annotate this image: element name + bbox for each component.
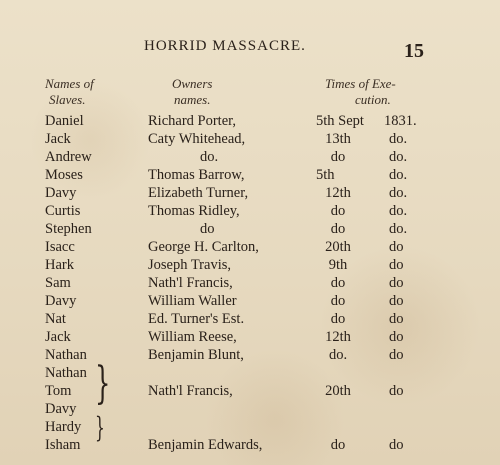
slave-name: Tom (45, 383, 72, 399)
table-row (0, 202, 500, 220)
column-header-owners-line1: Owners (172, 76, 213, 91)
table-row (0, 220, 500, 238)
owner-name: do (200, 221, 215, 237)
execution-day: do (330, 437, 346, 453)
owner-name: Ed. Turner's Est. (148, 311, 245, 327)
slave-name: Nat (45, 311, 66, 327)
slave-name: Isham (45, 437, 81, 453)
slave-name: Isacc (45, 239, 75, 255)
slave-name: Nathan (45, 365, 87, 381)
owner-name: Nath'l Francis, (148, 383, 233, 399)
slave-name: Hardy (45, 419, 82, 435)
execution-ditto: do. (389, 185, 408, 201)
owner-name: Elizabeth Turner, (148, 185, 249, 201)
group-brace: } (95, 358, 111, 409)
execution-year: 1831. (384, 113, 417, 129)
table-row (0, 274, 500, 292)
slave-name: Sam (45, 275, 71, 291)
execution-ditto: do (389, 293, 404, 309)
execution-ditto: do. (389, 221, 408, 237)
owner-name: Thomas Ridley, (148, 203, 240, 219)
column-header-slaves-line1: Names of (45, 76, 94, 91)
slave-name: Davy (45, 293, 77, 309)
column-header-times-line1: Times of Exe- (325, 76, 396, 91)
slave-name: Daniel (45, 113, 84, 129)
table-row (0, 364, 500, 382)
execution-day: do (330, 221, 346, 237)
execution-day: 12th (325, 185, 351, 201)
table-row (0, 184, 500, 202)
table-row (0, 130, 500, 148)
page-number: 15 (404, 40, 424, 62)
column-header-owners-line2: names. (173, 92, 211, 107)
execution-table (0, 112, 500, 454)
owner-name: Caty Whitehead, (148, 131, 246, 147)
table-row (0, 418, 500, 436)
table-row (0, 148, 500, 166)
owner-name: George H. Carlton, (148, 239, 259, 255)
execution-ditto: do (389, 383, 404, 399)
execution-day: 12th (325, 329, 351, 345)
execution-day: do (330, 275, 346, 291)
column-header-slaves-line2: Slaves. (49, 92, 86, 107)
execution-day: do (330, 311, 346, 327)
table-row (0, 256, 500, 274)
table-row (0, 400, 500, 418)
owner-name: Benjamin Edwards, (148, 437, 263, 453)
slave-name: Davy (45, 185, 77, 201)
execution-ditto: do (389, 347, 404, 363)
owner-name: Richard Porter, (148, 113, 237, 129)
execution-day: 13th (325, 131, 351, 147)
table-row (0, 328, 500, 346)
owner-name: Benjamin Blunt, (148, 347, 244, 363)
slave-name: Nathan (45, 347, 87, 363)
column-header-times-line2: cution. (355, 92, 391, 107)
running-head-title: HORRID MASSACRE. (144, 38, 306, 54)
table-row (0, 310, 500, 328)
execution-day: do. (328, 347, 348, 363)
execution-ditto: do (389, 329, 404, 345)
table-row (0, 166, 500, 184)
execution-ditto: do. (389, 149, 408, 165)
slave-name: Andrew (45, 149, 92, 165)
execution-ditto: do (389, 239, 404, 255)
group-brace: } (95, 411, 105, 444)
execution-day: 5th Sept (316, 113, 364, 129)
owner-name: Thomas Barrow, (148, 167, 245, 183)
slave-name: Curtis (45, 203, 81, 219)
slave-name: Jack (45, 329, 71, 345)
execution-day: do (330, 293, 346, 309)
execution-day: do (330, 149, 346, 165)
execution-day: 5th (316, 167, 335, 183)
slave-name: Moses (45, 167, 83, 183)
slave-name: Davy (45, 401, 77, 417)
execution-ditto: do (389, 437, 404, 453)
owner-name: William Reese, (148, 329, 237, 345)
slave-name: Hark (45, 257, 74, 273)
table-row (0, 292, 500, 310)
owner-name: Joseph Travis, (148, 257, 231, 273)
column-header-owners (172, 76, 212, 108)
owner-name: Nath'l Francis, (148, 275, 233, 291)
execution-day: 9th (328, 257, 348, 273)
execution-ditto: do. (389, 203, 408, 219)
column-header-slaves (45, 76, 94, 108)
execution-day: 20th (325, 383, 351, 399)
slave-name: Jack (45, 131, 71, 147)
execution-day: do (330, 203, 346, 219)
execution-day: 20th (325, 239, 351, 255)
execution-ditto: do. (389, 167, 408, 183)
column-header-times (325, 76, 396, 108)
table-row (0, 382, 500, 400)
execution-ditto: do. (389, 131, 408, 147)
owner-name: do. (200, 149, 219, 165)
table-row (0, 436, 500, 454)
slave-name: Stephen (45, 221, 92, 237)
execution-ditto: do (389, 257, 404, 273)
table-row (0, 346, 500, 364)
table-row (0, 112, 500, 130)
owner-name: William Waller (148, 293, 237, 309)
execution-ditto: do (389, 275, 404, 291)
table-row (0, 238, 500, 256)
execution-ditto: do (389, 311, 404, 327)
